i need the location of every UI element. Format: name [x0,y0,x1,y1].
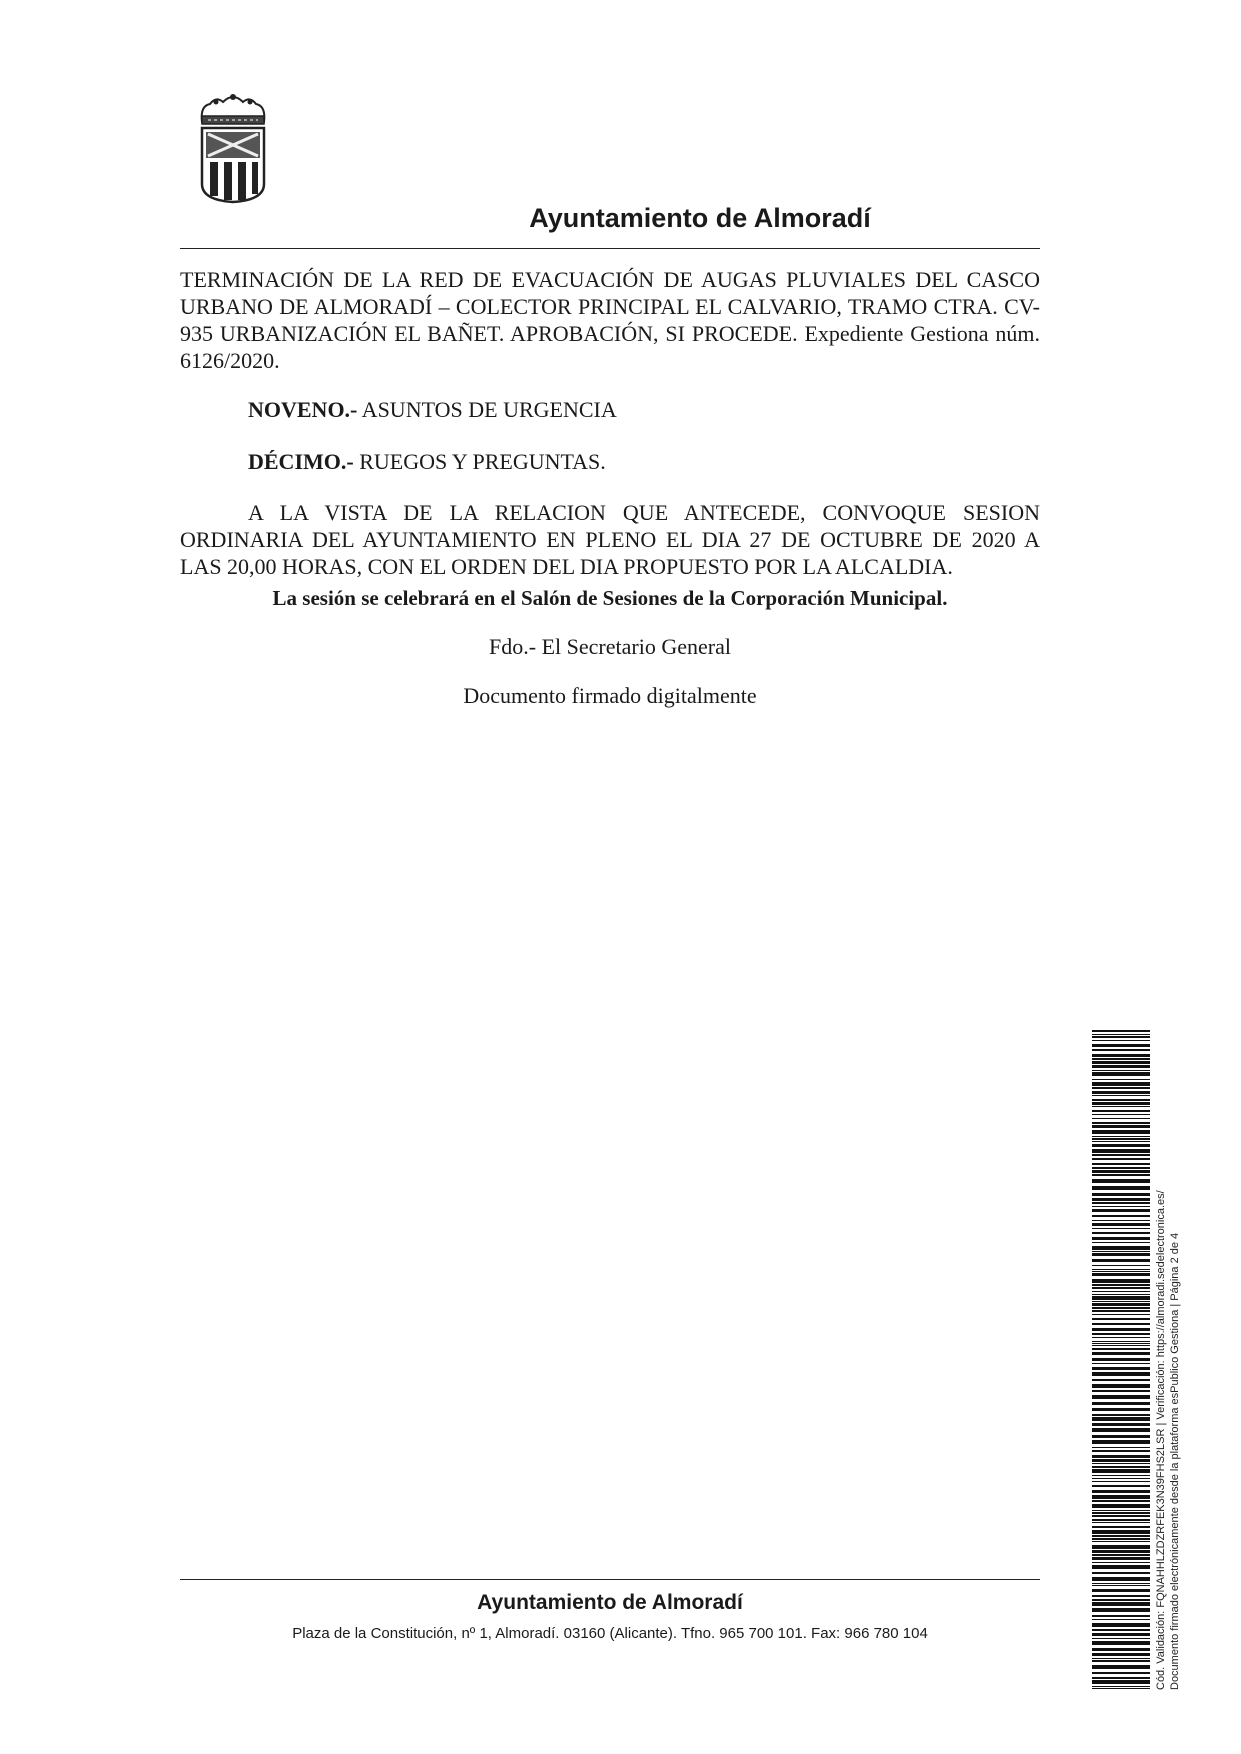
barcode-bar [1092,1345,1150,1346]
barcode-bar [1092,1246,1150,1250]
barcode-bar [1092,1294,1150,1295]
barcode-bar [1092,1072,1150,1076]
barcode-bar [1092,1036,1150,1038]
barcode-bar [1092,1110,1150,1112]
barcode-bar [1092,1223,1150,1226]
barcode-bar [1092,1343,1150,1344]
barcode-bar [1092,1141,1150,1142]
barcode-bar [1092,1623,1150,1627]
barcode-bar [1092,1522,1150,1523]
barcode-bar [1092,1455,1150,1458]
barcode-bar [1092,1510,1150,1511]
barcode-bar [1092,1550,1150,1553]
barcode-bar [1092,1279,1150,1283]
barcode-bar [1092,1030,1150,1032]
barcode-bar [1092,1589,1150,1592]
barcode-bar [1092,1577,1150,1581]
barcode-bar [1092,1337,1150,1338]
barcode-bar [1092,1490,1150,1493]
barcode-bar [1092,1136,1150,1137]
barcode-bar [1092,1680,1150,1684]
barcode-bar [1092,1198,1150,1201]
barcode-bar [1092,1099,1150,1101]
barcode-bar [1092,1269,1150,1270]
barcode-bar [1092,1504,1150,1508]
barcode-bar [1092,1079,1150,1080]
barcode-bar [1092,1629,1150,1631]
barcode-bar [1092,1367,1150,1370]
barcode-bar [1092,1402,1150,1405]
barcode-bar [1092,1220,1150,1221]
barcode-bar [1092,1641,1150,1645]
barcode-bar [1092,1358,1150,1361]
barcode-bar [1092,1253,1150,1256]
barcode-bar [1092,1485,1150,1487]
barcode-bar [1092,1186,1150,1190]
noveno-label: NOVENO.- [248,397,358,422]
barcode-bar [1092,1114,1150,1115]
barcode-bar [1092,1341,1150,1342]
barcode-bar [1092,1658,1150,1659]
barcode-bar [1092,1688,1150,1689]
barcode-bar [1092,1500,1150,1502]
barcode-bar [1092,1044,1150,1047]
barcode-bar [1092,1273,1150,1276]
barcode-bar [1092,1599,1150,1601]
barcode-bar [1092,1562,1150,1563]
barcode-bar [1092,1390,1150,1392]
coat-of-arms-logo [196,92,270,204]
barcode-bar [1092,1082,1150,1086]
barcode-bar [1092,1303,1150,1306]
decimo-text: RUEGOS Y PREGUNTAS. [353,449,606,474]
barcode-bar [1092,1102,1150,1105]
barcode-bar [1092,1271,1150,1272]
barcode-bar [1092,1034,1150,1035]
agenda-point-noveno [248,396,617,423]
barcode-bar [1092,1495,1150,1499]
header-title: Ayuntamiento de Almoradí [529,203,871,233]
barcode-bar [1092,1049,1150,1051]
barcode-bar [1092,1530,1150,1534]
barcode-bar [1092,1572,1150,1574]
barcode-bar [1092,1193,1150,1196]
barcode-bar [1092,1512,1150,1514]
barcode-bar [1092,1284,1150,1286]
barcode-bar [1092,1478,1150,1479]
barcode-bar [1092,1310,1150,1312]
barcode-bar [1092,1545,1150,1549]
barcode-bar [1092,1352,1150,1355]
barcode-bar [1092,1144,1150,1147]
digital-signature-note: Documento firmado digitalmente [463,683,757,708]
barcode-bar [1092,1466,1150,1468]
barcode-bar [1092,1130,1150,1134]
barcode-bar [1092,1328,1150,1331]
barcode-bar [1092,1307,1150,1309]
convocation-paragraph [180,499,1040,580]
barcode-bar [1092,1237,1150,1240]
barcode-bar [1092,1087,1150,1089]
signatory-line: Fdo.- El Secretario General [489,634,731,659]
barcode-bar [1092,1265,1150,1266]
barcode-bar [1092,1138,1150,1140]
barcode-bar [1092,1122,1150,1124]
barcode-bar [1092,1526,1150,1528]
barcode-bar [1092,1040,1150,1041]
header-divider [180,248,1040,249]
barcode-bar [1092,1232,1150,1234]
barcode-bar [1092,1583,1150,1584]
barcode-bar [1092,1318,1150,1320]
barcode-bar [1092,1677,1150,1679]
coat-of-arms-icon [196,92,270,204]
barcode-bar [1092,1538,1150,1540]
barcode-bar [1092,1348,1150,1350]
barcode-bar [1092,1323,1150,1325]
barcode-bar [1092,1095,1150,1096]
barcode-bar [1092,1686,1150,1687]
session-location-notice: La sesión se celebrará en el Salón de Sesiones de la Corporación Municipal. [272,586,948,610]
barcode-bar [1092,1463,1150,1464]
barcode-bar [1092,1202,1150,1204]
barcode-bar [1092,1091,1150,1094]
barcode-bar [1092,1447,1150,1448]
barcode-bar [1092,1541,1150,1542]
barcode-bar [1092,1519,1150,1521]
barcode-bar [1092,1251,1150,1252]
barcode-bar [1092,1469,1150,1473]
verification-text [1154,1030,1184,1690]
barcode-bar [1092,1314,1150,1315]
barcode-bar [1092,1459,1150,1462]
barcode-icon [1092,1030,1150,1690]
barcode-bar [1092,1435,1150,1438]
agenda-point-decimo [248,448,606,475]
barcode-bar [1092,1061,1150,1064]
agenda-item-text [180,266,1040,374]
verification-platform-line: Documento firmado electrónicamente desde la plataforma esPublico Gestiona | Página 2 de 4 [1169,1232,1181,1690]
barcode-bar [1092,1384,1150,1388]
barcode-bar [1092,1228,1150,1229]
footer-title: Ayuntamiento de Almoradí [477,1591,743,1614]
barcode-bar [1092,1648,1150,1651]
barcode-bar [1092,1672,1150,1674]
convocation-line: ORDINARIA DEL AYUNTAMIENTO EN PLENO EL DIA 27 DE OCTUBRE DE 2020 A [180,527,1040,552]
barcode-bar [1092,1379,1150,1381]
barcode-bar [1092,1633,1150,1636]
barcode-bar [1092,1653,1150,1656]
barcode-bar [1092,1638,1150,1639]
barcode-bar [1092,1125,1150,1128]
barcode-bar [1092,1372,1150,1376]
barcode-bar [1092,1481,1150,1482]
barcode-bar [1092,1615,1150,1617]
convocation-line: A LA VISTA DE LA RELACION QUE ANTECEDE, CONVOQUE SESION [248,500,1040,525]
barcode-bar [1092,1158,1150,1160]
barcode-bar [1092,1595,1150,1597]
convocation-line: LAS 20,00 HORAS, CON EL ORDEN DEL DIA PROPUESTO POR LA ALCALDIA. [180,554,953,579]
barcode-bar [1092,1070,1150,1071]
barcode-bar [1092,1535,1150,1537]
barcode-bar [1092,1301,1150,1302]
barcode-bar [1092,1428,1150,1432]
barcode-bar [1092,1167,1150,1169]
barcode-bar [1092,1287,1150,1289]
barcode-bar [1092,1215,1150,1217]
barcode-bar [1092,1259,1150,1262]
noveno-text: ASUNTOS DE URGENCIA [357,397,617,422]
barcode-bar [1092,1585,1150,1586]
barcode-bar [1092,1515,1150,1517]
barcode-bar [1092,1174,1150,1176]
barcode-bar [1092,1408,1150,1411]
barcode-bar [1092,1554,1150,1556]
barcode-bar [1092,1608,1150,1612]
barcode-bar [1092,1557,1150,1560]
barcode-bar [1092,1163,1150,1165]
decimo-label: DÉCIMO.- [248,449,354,474]
barcode [1092,1030,1150,1690]
barcode-bar [1092,1363,1150,1364]
barcode-bar [1092,1619,1150,1620]
barcode-bar [1092,1206,1150,1207]
barcode-bar [1092,1065,1150,1068]
footer-address: Plaza de la Constitución, nº 1, Almoradí. 03160 (Alicante). Tfno. 965 700 101. Fax: 966 780 104 [292,1625,928,1642]
barcode-bar [1092,1170,1150,1173]
barcode-bar [1092,1291,1150,1292]
barcode-bar [1092,1118,1150,1119]
barcode-bar [1092,1660,1150,1662]
verification-code-line: Cód. Validación: FQNAHHLZDZRFEK3N39FHS2LSR | Verificación: https://almoradi.sedelectronica.es/ [1155,1190,1167,1690]
barcode-bar [1092,1423,1150,1426]
barcode-bar [1092,1450,1150,1452]
barcode-bar [1092,1179,1150,1183]
barcode-bar [1092,1149,1150,1153]
barcode-bar [1092,1054,1150,1057]
barcode-bar [1092,1333,1150,1335]
barcode-bar [1092,1414,1150,1416]
barcode-bar [1092,1106,1150,1107]
barcode-bar [1092,1665,1150,1669]
barcode-bar [1092,1417,1150,1421]
barcode-bar [1092,1296,1150,1300]
agenda-item-paragraph: TERMINACIÓN DE LA RED DE EVACUACIÓN DE AUGAS PLUVIALES DEL CASCO URBANO DE ALMORADÍ – COLECTOR PRINCIPAL EL CALVARIO, TRAMO CTRA. CV-935 URBANIZACIÓN EL BAÑET. APROBACIÓN, SI PROCEDE. Expediente Gestiona núm. 6126/2020. [180,267,1040,373]
barcode-bar [1092,1440,1150,1444]
barcode-bar [1092,1058,1150,1060]
barcode-bar [1092,1395,1150,1399]
barcode-bar [1092,1154,1150,1156]
barcode-bar [1092,1242,1150,1243]
barcode-bar [1092,1602,1150,1606]
barcode-bar [1092,1475,1150,1476]
footer-divider [180,1579,1040,1580]
barcode-bar [1092,1209,1150,1212]
barcode-bar [1092,1565,1150,1569]
